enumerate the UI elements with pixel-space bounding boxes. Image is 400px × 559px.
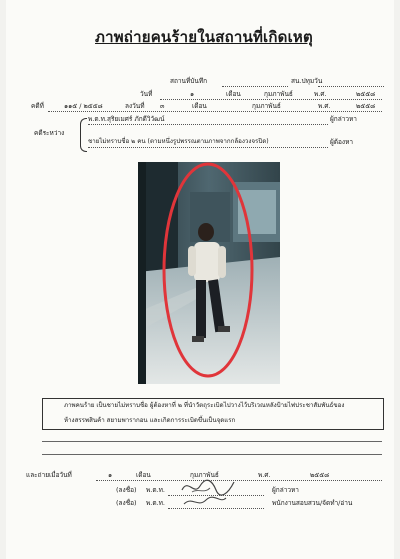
case-month-label: เดือน — [192, 102, 207, 110]
sign1-label: (ลงชื่อ) — [116, 486, 137, 494]
cctv-photo — [138, 162, 280, 384]
accuser-role: ผู้กล่าวหา — [330, 115, 357, 123]
case-month: กุมภาพันธ์ — [252, 102, 281, 110]
parties-brace — [80, 118, 87, 152]
footer-month: กุมภาพันธ์ — [190, 471, 219, 479]
case-label: คดีที่ — [31, 102, 44, 110]
footer-year-label: พ.ศ. — [258, 471, 271, 479]
description-line-2: ห้างสรรพสินค้า สยามพารากอน และเกิดการระเบิดขึ้นเป็นจุดแรก — [64, 417, 236, 424]
date-year: ๒๕๕๘ — [356, 90, 376, 98]
accused-role: ผู้ต้องหา — [330, 138, 354, 146]
date-month-label: เดือน — [226, 90, 241, 98]
accuser-name: พ.ต.ท.สุริยเมศร์ ภักดีวิวัฒน์ — [88, 115, 165, 123]
sign1-rank: พ.ต.ท. — [146, 486, 165, 494]
case-year-label: พ.ศ. — [318, 102, 331, 110]
description-line-1: ภาพคนร้าย เป็นชายไม่ทราบชื่อ ผู้ต้องหาที่ ๒ ที่นำวัตถุระเบิดไปวางไว้บริเวณหลังป้ายไฟประชาสัมพันธ์ของ — [64, 402, 345, 409]
accused-name: ชายไม่ทราบชื่อ ๒ คน (ตามหนึ่งรูปพรรณตามภาพจากกล้องวงจรปิด) — [88, 138, 269, 145]
sign2-role: พนักงานสอบสวน/จัดทำ/อ่าน — [272, 499, 353, 507]
date-label: วันที่ — [140, 90, 153, 98]
case-date-label: ลงวันที่ — [125, 102, 145, 110]
cctv-scene — [138, 162, 280, 384]
date-year-label: พ.ศ. — [314, 90, 327, 98]
ruled-line — [42, 441, 382, 442]
case-day: ๓ — [160, 102, 165, 110]
case-year: ๒๕๕๘ — [356, 102, 376, 110]
between-label: คดีระหว่าง — [34, 129, 65, 137]
footer-month-label: เดือน — [136, 471, 151, 479]
sign2-label: (ลงชื่อ) — [116, 499, 137, 507]
station-label: สถานที่บันทึก — [170, 77, 208, 85]
footer-year: ๒๕๕๘ — [310, 471, 330, 479]
date-day: ๑ — [190, 90, 195, 98]
sign2-rank: พ.ต.ท. — [146, 499, 165, 507]
sign1-role: ผู้กล่าวหา — [272, 486, 299, 494]
ruled-line — [42, 454, 382, 455]
footer-day: ๑ — [108, 471, 113, 479]
station-value: สน.ปทุมวัน — [291, 77, 323, 85]
date-month: กุมภาพันธ์ — [264, 90, 293, 98]
signature-2 — [180, 492, 230, 512]
document-title: ภาพถ่ายคนร้ายในสถานที่เกิดเหตุ — [95, 28, 313, 46]
case-number: ๑๑๕ / ๒๕๕๘ — [64, 102, 103, 110]
footer-date-label: และถ่ายเมื่อวันที่ — [26, 471, 72, 479]
